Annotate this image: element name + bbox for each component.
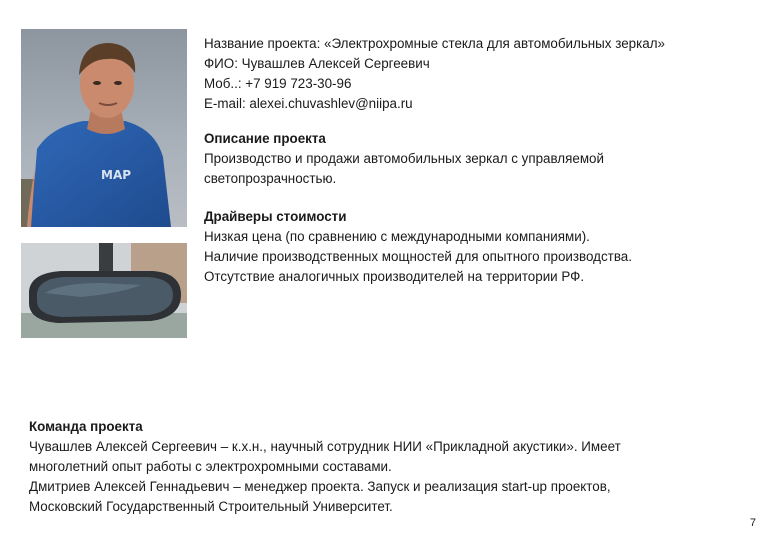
project-team	[29, 417, 621, 517]
author-email: E-mail: alexei.chuvashlev@niipa.ru	[204, 96, 413, 111]
project-description	[204, 129, 604, 189]
page-number: 7	[749, 517, 756, 529]
drivers-line: Низкая цена (по сравнению с международными компаниями).	[204, 229, 590, 244]
svg-text:MAP: MAP	[101, 168, 132, 182]
author-photo-image	[21, 29, 187, 227]
drivers-heading: Драйверы стоимости	[204, 209, 347, 224]
drivers-line: Наличие производственных мощностей для опытного производства.	[204, 249, 632, 264]
team-heading: Команда проекта	[29, 419, 143, 434]
contact-info	[204, 34, 665, 114]
description-line: светопрозрачностью.	[204, 171, 337, 186]
mirror-photo	[21, 243, 187, 338]
mirror-photo-image	[21, 243, 187, 338]
drivers-line: Отсутствие аналогичных производителей на территории РФ.	[204, 269, 585, 284]
author-photo	[21, 29, 187, 227]
description-heading: Описание проекта	[204, 131, 326, 146]
author-name: ФИО: Чувашлев Алексей Сергеевич	[204, 56, 430, 71]
description-line: Производство и продажи автомобильных зеркал с управляемой	[204, 151, 604, 166]
team-line: многолетний опыт работы с электрохромными составами.	[29, 459, 392, 474]
author-phone: Моб..: +7 919 723-30-96	[204, 76, 352, 91]
project-name: Название проекта: «Электрохромные стекла для автомобильных зеркал»	[204, 36, 665, 51]
team-line: Московский Государственный Строительный Университет.	[29, 499, 393, 514]
team-line: Чувашлев Алексей Сергеевич – к.х.н., научный сотрудник НИИ «Прикладной акустики». Имеет	[29, 439, 621, 454]
team-line: Дмитриев Алексей Геннадьевич – менеджер проекта. Запуск и реализация start-up проектов,	[29, 479, 611, 494]
value-drivers	[204, 207, 632, 287]
